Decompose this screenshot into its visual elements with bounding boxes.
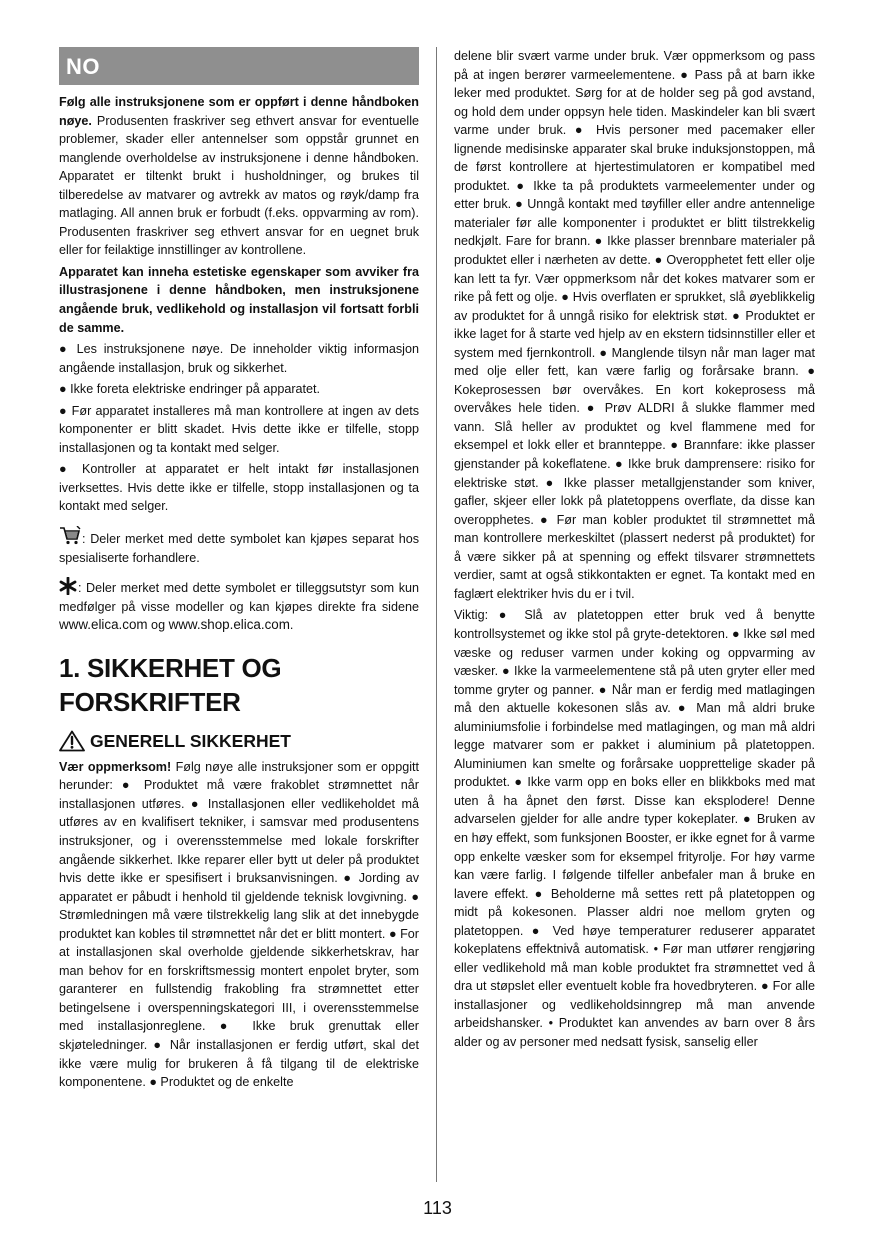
right-column (454, 47, 815, 1055)
cart-symbol-note (59, 526, 419, 567)
link-separator: og (147, 618, 169, 633)
asterisk-icon (59, 577, 77, 595)
warning-triangle-icon (59, 730, 85, 752)
asterisk-note-text: : Deler merket med dette symbolet er tilleggsutstyr som kun medfølger på visse modeller og kan kjøpes direkte fra sidene (59, 581, 419, 614)
intro-text: Produsenten fraskriver seg ethvert ansvar for eventuelle problemer, skader eller antennelser som oppstår grunnet en manglende overholdelse av instruksjonene i denne håndboken. Apparatet er tiltenkt brukt i husholdninger, og brukes til tilberedelse av matvarer og avtrekk av matos og røyk/damp fra matlaging. All annen bruk er forbudt (f.eks. oppvarming av rom). Produsenten fraskriver seg ethvert ansvar for en uegnet bruk eller for feilaktige innstillinger av kontrollene. (59, 113, 419, 258)
left-column (59, 47, 419, 1095)
shopping-cart-icon (59, 526, 81, 546)
period: . (289, 618, 294, 633)
safety-continued-paragraph: delene blir svært varme under bruk. Vær oppmerksom og pass på at ingen berører varmeelementene. ● Pass på at barn ikke leker med produktet. Sørg for at de holder seg på god avstand, og hold dem under oppsyn hele tiden. Maskindeler kan bli svært varme under bruk. ● Hvis personer med pacemaker eller lignende medisinske apparater skal bruke induksjonstoppen, må de først kontrollere at hjertestimulatoren er kompatibel med produktet. ● Ikke ta på produktets varmeelementer under og etter bruk. ● Unngå kontakt med tøyfiller eller andre antennelige materialer før alle komponenter i produktet er blitt tilstrekkelig nedkjølt. Fare for brann. ● Ikke plasser brennbare materialer på produktet eller i nærheten av dette. ● Overopphetet fett eller olje kan lett ta fyr. Vær oppmerksom når det kokes matvarer som er rike på fett og olje. ● Hvis overflaten er sprukket, slå øyeblikkelig av produktet for å unngå risiko for elektrisk støt. ● Produktet er ikke laget for å starte ved hjelp av en ekstern tidsinnstiller eller et system med fjernkontroll. ● Manglende tilsyn når man lager mat med olje eller fett, kan være farlig og forårsake brann. ● Kokeprosessen bør overvåkes. En kort kokeprosess må overvåkes hele tiden. ● Prøv ALDRI å slukke flammer med vann. Slå heller av produktet og kvel flammene med for eksempel et lokk eller et brannteppe. ● Brannfare: ikke plasser gjenstander på kokeflatene. ● Ikke bruk damprensere: risiko for elektriske støt. ● Ikke plasser metallgjenstander som kniver, gafler, skjeer eller lokk på platetoppens overflate, da disse kan overopphetes. ● Før man kobler produktet til strømnettet må man kontrollere merkeskiltet (plassert nederst på produktet) for å være sikker på at spenning og effekt tilsvarer strømnettets verdier, samt at også stikkontakten er egnet. Ta kontakt med en faglært elektriker hvis du er i tvil. (454, 49, 815, 601)
language-code: NO (66, 54, 100, 79)
elica-link[interactable]: www.elica.com (59, 617, 148, 633)
safety-bold: Vær oppmerksom! (59, 759, 172, 774)
language-header (59, 47, 419, 85)
bullet-item: ● Før apparatet installeres må man kontrollere at ingen av dets komponenter er blitt skadet. Hvis dette ikke er tilfelle, stopp installasjonen og ta kontakt med selger. (59, 403, 419, 455)
safety-paragraph (59, 758, 419, 1092)
asterisk-symbol-note (59, 577, 419, 635)
intro-paragraph (59, 93, 419, 260)
bullet-item: ● Kontroller at apparatet er helt intakt før installasjonen iverksettes. Hvis dette ikke er tilfelle, stopp installasjonen og ta kontakt med selger. (59, 462, 419, 514)
subsection-title-text: GENERELL SIKKERHET (90, 730, 291, 751)
elica-shop-link[interactable]: www.shop.elica.com (168, 617, 290, 633)
intro-bold: Følg alle instruksjonene som er oppført i denne håndboken nøye. (59, 95, 419, 128)
column-divider (436, 47, 437, 1182)
bullet-item: ● Ikke foreta elektriske endringer på apparatet. (59, 382, 321, 397)
safety-text: Følg nøye alle instruksjoner som er oppgitt herunder: ● Produktet må være frakoblet strømnettet når installasjonen utføres. ● Installasjonen eller vedlikeholdet må utføres av en kvalifisert tekniker, i samsvar med produsentens instruksjoner, og i overensstemmelse med lokale forskrifter angående sikkerhet. Ikke reparer eller bytt ut deler på produktet hvis dette ikke er spesifisert i bruksanvisningen. ● Jording av apparatet er påbudt i henhold til gjeldende teknisk lovgivning. ● Strømledningen må være tilstrekkelig lang slik at det innebygde produktet kan kobles til strømnettet når det er blitt montert. ● For at installasjonen skal overholde gjeldende sikkerhetskrav, har man behov for en forskriftsmessig montert enpolet bryter, som garanterer en fullstendig frakobling fra strømnettet etter betingelsene i overspenningskategori III, i overensstemmelse med installasjonreglene. ● Ikke bruk grenuttak eller skjøteledninger. ● Når installasjonen er ferdig utført, skal det ikke være mulig for brukeren å få tilgang til de elektriske komponentene. ● Produktet og de enkelte (59, 759, 419, 1090)
section-title: 1. SIKKERHET OG FORSKRIFTER (59, 652, 282, 717)
subsection-title (59, 729, 419, 753)
page-number: 113 (423, 1198, 452, 1218)
cart-note-text: : Deler merket med dette symbolet kan kjøpes separat hos spesialiserte forhandlere. (59, 532, 419, 565)
important-paragraph: Viktig: ● Slå av platetoppen etter bruk ved å benytte kontrollsystemet og ikke stol på gryte-detektoren. ● Ikke søl med væske og reduser varmen under koking og oppvarming av væsker. ● Ikke la varmeelementene stå på uten gryter eller med tomme gryter og panner. ● Når man er ferdig med matlagingen må den aktuelle kokesonen slås av. ● Man må aldri bruke aluminiumsfolie i forbindelse med matlagingen, og man må aldri legge matvarer som er pakket i aluminium på platetoppen. Aluminiumen kan smelte og forårsake uopprettelige skader på produktet. ● Ikke varm opp en boks eller en blikkboks med mat uten å ha åpnet den først. Disse kan eksplodere! Denne advarselen gjelder for alle andre typer kokeplater. ● Bruken av en høy effekt, som funksjonen Booster, er ikke egnet for å varme opp enkelte væsker som for eksempel frityrolje. For høy varme kan være farlig. I følgende tilfeller anbefaler man å bruke en lavere effekt. ● Beholderne må settes rett på platetoppen og midt på kokesonen. Plasser aldri noe mellom gryten og platetoppen. ● Ved høye temperaturer reduserer apparatet kokeplatens effektnivå automatisk. • Før man utfører rengjøring eller vedlikehold må man koble produktet fra strømnettet ved å dra ut støpslet eller eventuelt koble fra hovedbryteren. ● For alle installasjoner og vedlikeholdsinngrep må man anvende arbeidshansker. • Produktet kan anvendes av barn over 8 års alder og av personer med nedsatt fysisk, sanselig eller (454, 608, 815, 1049)
bullet-item: ● Les instruksjonene nøye. De inneholder viktig informasjon angående installasjon, bruk og sikkerhet. (59, 342, 419, 375)
aesthetic-note: Apparatet kan inneha estetiske egenskaper som avviker fra illustrasjonene i denne håndboken, men instruksjonene angående bruk, vedlikehold og installasjon vil fortsatt forbli de samme. (59, 264, 419, 335)
